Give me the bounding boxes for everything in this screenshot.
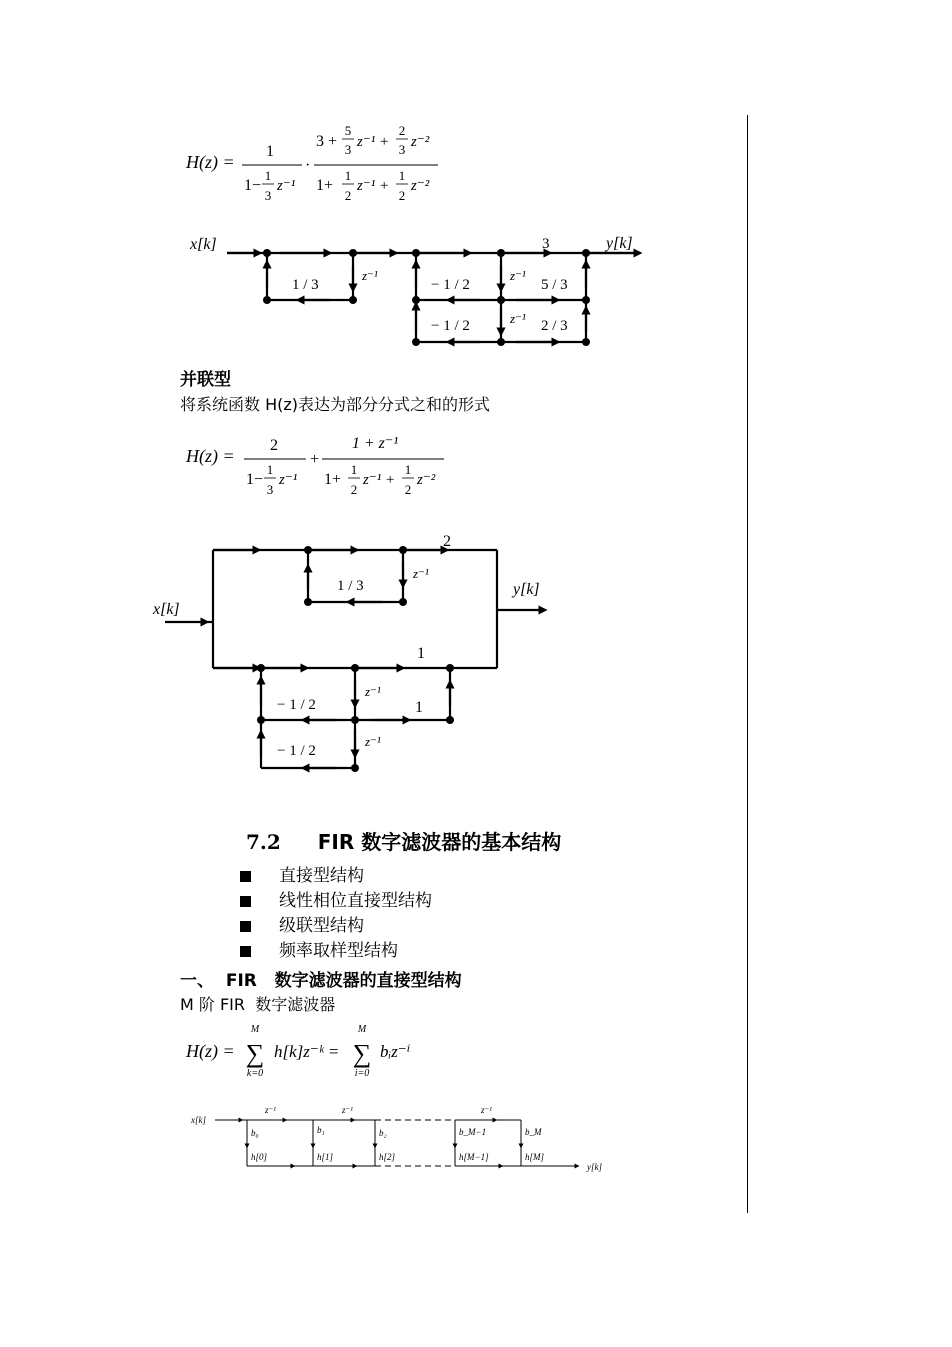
cascade-delay-2: z⁻¹ [510, 268, 526, 283]
eq2-frac2-den-f2-den: 2 [404, 482, 412, 497]
eq2-frac2-den-f1-den: 2 [350, 482, 358, 497]
list-item [240, 864, 432, 889]
bullet-square-icon [240, 921, 251, 932]
eq2-plus: + [310, 451, 320, 468]
eq3-sum2-top: M [357, 1024, 367, 1035]
eq2-frac1-den-fden: 3 [266, 482, 274, 497]
cascade-input-label: x[k] [190, 236, 217, 253]
parallel-output-label: y[k] [513, 581, 540, 598]
eq-frac2-num-f1-den: 3 [344, 142, 352, 157]
fir-subheading: 一、 FIR 数字滤波器的直接型结构 [180, 971, 462, 991]
structure-list [240, 864, 432, 964]
section-heading [246, 826, 561, 855]
eq-frac2-num-z2: z⁻² [411, 134, 430, 150]
parallel-diagram [145, 528, 565, 778]
cascade-output-label: y[k] [606, 235, 633, 252]
eq2-frac2-den-f1-num: 1 [350, 462, 358, 477]
parallel-gain-1-mid: 1 [415, 699, 423, 716]
eq3-sum1-top: M [250, 1024, 260, 1035]
eq-frac2-num-z1: z⁻¹ + [357, 134, 390, 150]
fir-input-label: x[k] [191, 1115, 206, 1125]
eq-frac2-num-a: 3 + [316, 133, 338, 150]
fir-delay-3: z⁻¹ [481, 1105, 492, 1115]
parallel-gain-2: 2 [443, 533, 451, 550]
bullet-square-icon [240, 946, 251, 957]
eq3-sigma-1: ∑ [245, 1039, 265, 1068]
fir-delay-2: z⁻¹ [342, 1105, 353, 1115]
list-item [240, 889, 432, 914]
eq-frac2-den-f1-den: 2 [344, 188, 352, 203]
cascade-gain-5-3: 5 / 3 [541, 277, 568, 293]
section-number: 7.2 [246, 830, 281, 854]
eq-frac2-den-a: 1+ [316, 177, 334, 194]
right-margin-rule [747, 115, 748, 1213]
cascade-gain-2-3: 2 / 3 [541, 318, 568, 334]
eq-frac1-den-z: z⁻¹ [277, 178, 296, 194]
cascade-gain-third: 1 / 3 [292, 277, 319, 293]
eq-frac2-den-f2-num: 1 [398, 168, 406, 183]
parallel-gain-third: 1 / 3 [337, 578, 364, 594]
eq-frac2-den-z1: z⁻¹ + [357, 178, 390, 194]
list-item-label: 线性相位直接型结构 [279, 891, 432, 911]
eq-lhs: H(z) = [186, 152, 235, 172]
section-title: FIR 数字滤波器的基本结构 [317, 830, 562, 854]
fir-coef-b2: b₂ [379, 1128, 387, 1138]
fir-equation [180, 1022, 460, 1082]
parallel-gain-1-top: 1 [417, 645, 425, 662]
fir-order-text: M 阶 FIR 数字滤波器 [180, 995, 336, 1014]
eq2-frac2-den-f2-num: 1 [404, 462, 412, 477]
eq2-frac1-den-a: 1− [246, 471, 264, 488]
eq-frac2-num-f2-den: 3 [398, 142, 406, 157]
fir-coef-b0: b₀ [251, 1128, 259, 1138]
list-item [240, 939, 432, 964]
parallel-title: 并联型 [180, 370, 231, 390]
eq2-frac1-den-fnum: 1 [266, 462, 274, 477]
fir-diagram [185, 1098, 615, 1178]
cascade-gain-neg-half-1: − 1 / 2 [431, 277, 470, 293]
eq2-frac1-den-z: z⁻¹ [279, 472, 298, 488]
parallel-delay-3: z⁻¹ [365, 734, 381, 749]
list-item-label: 频率取样型结构 [279, 941, 398, 961]
eq2-frac2-num: 1 + z⁻¹ [351, 435, 399, 452]
fir-output-label: y[k] [587, 1162, 602, 1172]
fir-hm1: h[M−1] [459, 1152, 489, 1162]
parallel-delay-1: z⁻¹ [413, 566, 429, 581]
cascade-gain-3: 3 [542, 236, 550, 252]
eq3-term2: bᵢz⁻ⁱ [380, 1042, 411, 1061]
eq2-frac2-den-a: 1+ [324, 471, 342, 488]
parallel-equation [180, 420, 480, 510]
parallel-gain-neg-half-2: − 1 / 2 [277, 743, 316, 759]
cascade-equation [180, 118, 480, 218]
cascade-diagram [180, 228, 650, 353]
eq-frac2-num-f2-num: 2 [398, 123, 406, 138]
eq-dot: · [305, 157, 311, 174]
eq-frac1-den-fnum: 1 [264, 168, 272, 183]
eq-frac1-den-a: 1− [244, 177, 262, 194]
eq3-term1: h[k]z⁻ᵏ = [274, 1042, 340, 1061]
eq2-frac1-num: 2 [270, 437, 278, 454]
eq-frac1-den-fden: 3 [264, 188, 272, 203]
parallel-description: 将系统函数 H(z)表达为部分分式之和的形式 [180, 395, 491, 414]
list-item-label: 级联型结构 [279, 916, 364, 936]
eq2-frac2-den-z2: z⁻² [417, 472, 436, 488]
eq-frac1-num: 1 [266, 143, 274, 160]
eq2-lhs: H(z) = [186, 446, 235, 466]
eq-frac2-den-z2: z⁻² [411, 178, 430, 194]
eq3-sum2-bottom: i=0 [354, 1068, 370, 1079]
cascade-delay-1: z⁻¹ [362, 268, 378, 283]
eq3-sigma-2: ∑ [352, 1039, 372, 1068]
eq2-frac2-den-z1: z⁻¹ + [363, 472, 396, 488]
fir-h2: h[2] [379, 1152, 396, 1162]
parallel-gain-neg-half-1: − 1 / 2 [277, 697, 316, 713]
fir-coef-bm: b_M [525, 1127, 542, 1137]
fir-h0: h[0] [251, 1152, 268, 1162]
fir-hm: h[M] [525, 1152, 545, 1162]
eq-frac2-num-f1-num: 5 [344, 123, 352, 138]
cascade-delay-3: z⁻¹ [510, 311, 526, 326]
eq3-lhs: H(z) = [186, 1041, 235, 1061]
fir-coef-b1: b₁ [317, 1125, 325, 1135]
list-item [240, 914, 432, 939]
parallel-delay-2: z⁻¹ [365, 684, 381, 699]
eq-frac2-den-f2-den: 2 [398, 188, 406, 203]
fir-coef-bm1: b_M−1 [459, 1127, 487, 1137]
cascade-gain-neg-half-2: − 1 / 2 [431, 318, 470, 334]
bullet-square-icon [240, 896, 251, 907]
fir-h1: h[1] [317, 1152, 334, 1162]
fir-delay-1: z⁻¹ [265, 1105, 276, 1115]
eq3-sum1-bottom: k=0 [246, 1068, 264, 1079]
list-item-label: 直接型结构 [279, 866, 364, 886]
eq-frac2-den-f1-num: 1 [344, 168, 352, 183]
parallel-input-label: x[k] [153, 601, 180, 618]
bullet-square-icon [240, 871, 251, 882]
